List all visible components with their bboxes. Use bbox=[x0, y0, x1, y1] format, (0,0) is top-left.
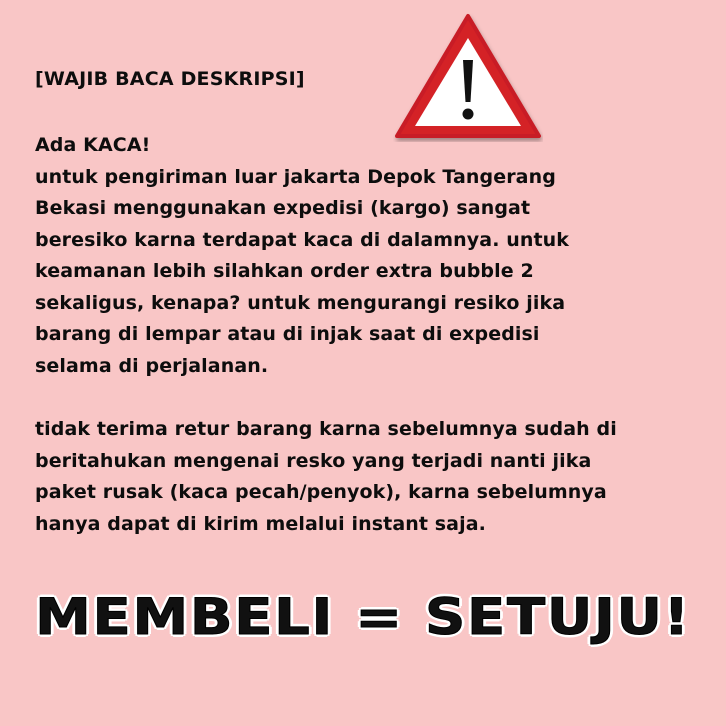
text-line: beritahukan mengenai resko yang terjadi nanti jika bbox=[35, 449, 592, 472]
text-line: untuk pengiriman luar jakarta Depok Tangerang bbox=[35, 165, 556, 188]
text-line: paket rusak (kaca pecah/penyok), karna sebelumnya bbox=[35, 481, 607, 503]
text-line: barang di lempar atau di injak saat di expedisi bbox=[35, 323, 540, 345]
text-line: hanya dapat di kirim melalui instant saja. bbox=[35, 512, 486, 535]
paragraph-no-return bbox=[35, 414, 705, 540]
text-line: sekaligus, kenapa? untuk mengurangi resiko jika bbox=[35, 291, 566, 314]
header-notice: [WAJIB BACA DESKRIPSI] bbox=[35, 68, 305, 90]
paragraph-shipping-warning bbox=[35, 130, 705, 382]
text-line: keamanan lebih silahkan order extra bubble 2 bbox=[35, 260, 534, 282]
text-line: beresiko karna terdapat kaca di dalamnya. untuk bbox=[35, 228, 570, 251]
text-line: Ada KACA! bbox=[35, 134, 151, 156]
text-line: selama di perjalanan. bbox=[35, 354, 269, 377]
warning-triangle-icon bbox=[393, 12, 543, 142]
text-line: tidak terima retur barang karna sebelumnya sudah di bbox=[35, 418, 617, 440]
text-line: Bekasi menggunakan expedisi (kargo) sangat bbox=[35, 197, 531, 219]
slogan-banner: MEMBELI = SETUJU! bbox=[35, 588, 691, 646]
